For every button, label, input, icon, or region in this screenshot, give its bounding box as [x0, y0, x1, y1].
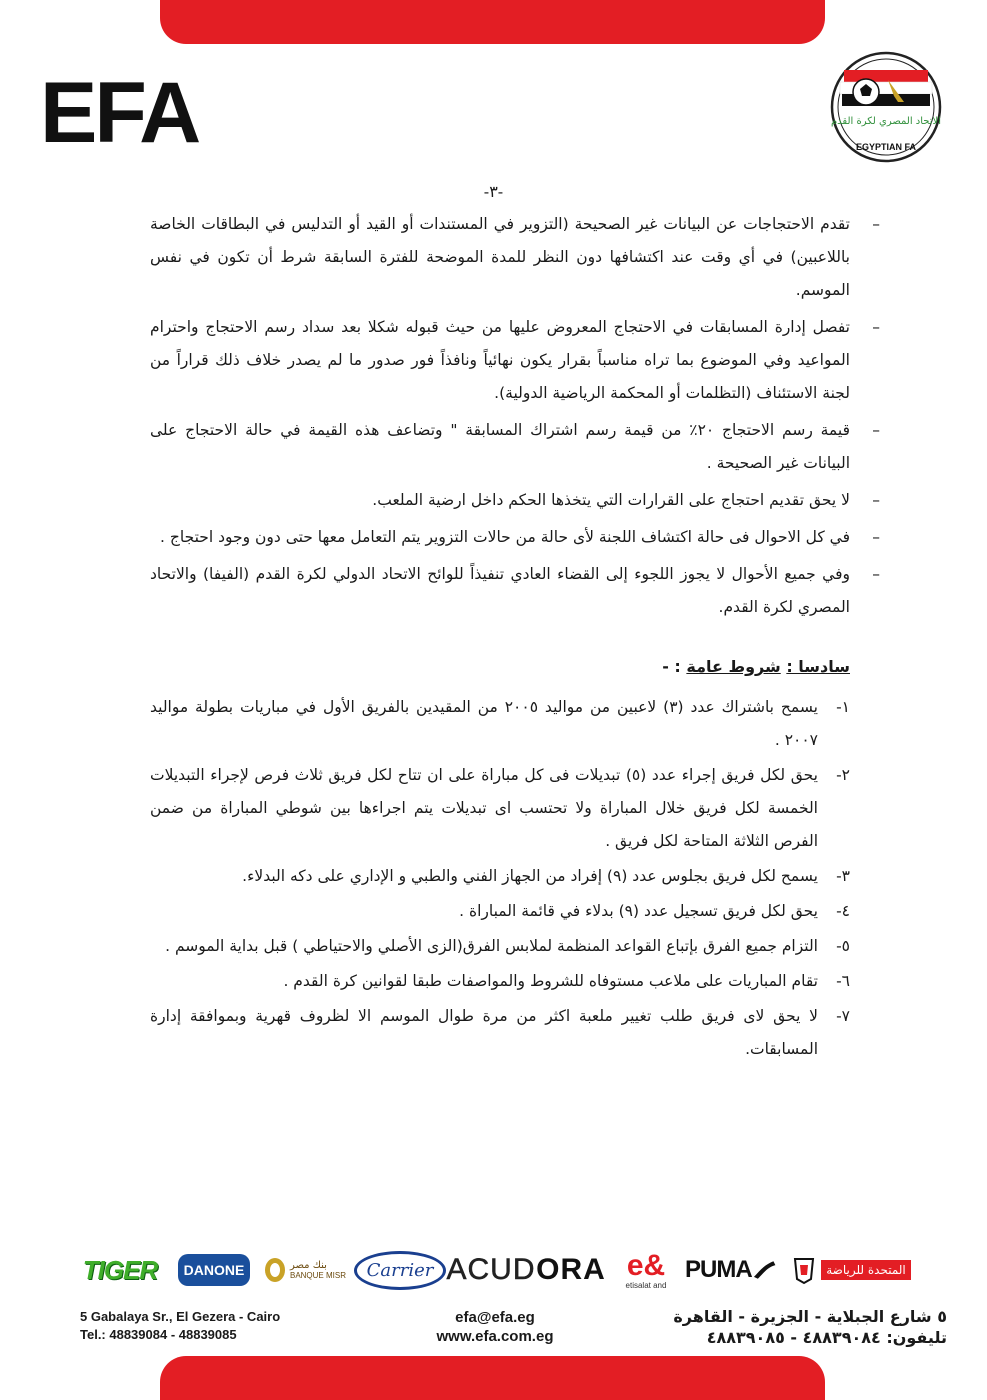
united-sports-logo: [782, 1240, 920, 1300]
etisalat-logo: [610, 1240, 682, 1300]
bullet-item: – وفي جميع الأحوال لا يجوز اللجوء إلى القضاء العادي تنفيذاً للوائح الاتحاد الدولي لكرة القدم (الفيفا) والاتحاد المصري لكرة القدم.: [150, 558, 880, 624]
bullet-item: – تفصل إدارة المسابقات في الاحتجاج المعروض عليها من حيث قبوله شكلا بعد سداد رسم الاحتجاج واحترام المواعيد وفي الموضوع بما تراه مناسباً بقرار يكون نهائياً ونافذاً فور صدور ما لم يصدر خلاف ذلك قراراً من لجنة الاستئناف (التظلمات أو المحكمة الرياضية الدولية).: [150, 311, 880, 410]
sponsor-strip: [70, 1240, 920, 1300]
puma-logo: [685, 1240, 777, 1300]
united-emblem-icon: [791, 1255, 817, 1285]
footer-email[interactable]: efa@efa.eg: [455, 1309, 535, 1326]
condition-number: ٤-: [836, 902, 850, 920]
section-title-main: شروط عامة: [686, 657, 781, 676]
tiger-logo-text: TIGER: [82, 1254, 158, 1285]
bullet-item: – قيمة رسم الاحتجاج ٢٠٪ من قيمة رسم اشتراك المسابقة " وتضاعف هذه القيمة في حالة الاحتجاج على البيانات غير الصحيحة .: [150, 414, 880, 480]
condition-number: ٧-: [836, 1007, 850, 1025]
banque-misr-logo: [260, 1240, 350, 1300]
danone-logo: [175, 1240, 253, 1300]
acud-logo-text: ACUD: [446, 1253, 536, 1286]
header-red-bar: [160, 0, 825, 44]
footer-english-contact: [80, 1308, 280, 1344]
footer-tel-en: Tel.: 48839084 - 48839085: [80, 1327, 237, 1342]
condition-text: يحق لكل فريق تسجيل عدد (٩) بدلاء في قائمة المباراة .: [459, 902, 818, 920]
condition-text: يسمح باشتراك عدد (٣) لاعبين من مواليد ٢٠٠٥ من المقيدين بالفريق الأول في مباريات بطولة مواليد ٢٠٠٧ .: [150, 698, 818, 749]
footer-tel-ar: تليفون: ٤٨٨٣٩٠٨٤ - ٤٨٨٣٩٠٨٥: [706, 1328, 947, 1347]
condition-number: ٦-: [836, 972, 850, 990]
footer-red-bar: [160, 1356, 825, 1400]
acud-logo: [446, 1240, 536, 1300]
footer-address-en: 5 Gabalaya Sr., El Gezera - Cairo: [80, 1309, 281, 1324]
carrier-logo: [355, 1240, 445, 1300]
document-body: [150, 208, 880, 1068]
egyptian-fa-crest: [826, 50, 946, 165]
condition-number: ٥-: [836, 937, 850, 955]
bullet-item: – في كل الاحوال فى حالة اكتشاف اللجنة لأى حالة من حالات التزوير يتم التعامل معها حتى دون وجود احتجاج .: [150, 521, 880, 554]
efa-logo: EFA: [40, 65, 199, 161]
bullet-item: – تقدم الاحتجاجات عن البيانات غير الصحيحة (التزوير في المستندات أو القيد أو التدليس في البطاقات الخاصة باللاعبين) في أي وقت عند اكتشافها دون النظر للمدة الموضحة للفترة السابقة شرط أن تكون في نفس الموسم.: [150, 208, 880, 307]
puma-logo-text: PUMA: [685, 1256, 752, 1283]
section-title-suffix: : -: [662, 657, 681, 676]
banque-misr-emblem-icon: [264, 1257, 286, 1283]
footer-website[interactable]: www.efa.com.eg: [436, 1328, 554, 1345]
ora-logo-text: ORA: [536, 1253, 606, 1286]
tiger-logo: [70, 1240, 170, 1300]
puma-cat-icon: [752, 1257, 777, 1283]
banque-misr-text: BANQUE MISR: [289, 1271, 346, 1280]
crest-arabic-text: الاتحاد المصري لكرة القدم: [830, 116, 942, 127]
danone-logo-text: DANONE: [178, 1254, 251, 1286]
condition-text: لا يحق لاى فريق طلب تغيير ملعبة اكثر من مرة طوال الموسم الا لظروف قهرية وبموافقة إدارة المسابقات.: [150, 1007, 818, 1058]
etisalat-logo-text: etisalat and: [625, 1280, 667, 1290]
condition-item: [150, 930, 880, 963]
condition-number: ٣-: [836, 867, 850, 885]
footer-address-ar: ٥ شارع الجبلاية - الجزيرة - القاهرة: [673, 1307, 947, 1326]
condition-item: [150, 1000, 880, 1066]
bullet-item: – لا يحق تقديم احتجاج على القرارات التي يتخذها الحكم داخل ارضية الملعب.: [150, 484, 880, 517]
condition-number: ١-: [836, 698, 850, 716]
condition-text: يسمح لكل فريق بجلوس عدد (٩) إفراد من الجهاز الفني والطبي و الإداري على دكه البدلاء.: [242, 867, 818, 885]
condition-item: [150, 691, 880, 757]
condition-item: [150, 895, 880, 928]
carrier-logo-text: Carrier: [354, 1251, 447, 1290]
condition-item: [150, 860, 880, 893]
section-title-prefix: سادسا :: [786, 657, 850, 676]
united-logo-text: المتحدة للرياضة: [821, 1260, 911, 1280]
etisalat-mark-icon: e&: [626, 1248, 666, 1282]
footer-web-contact: [380, 1308, 610, 1346]
footer-arabic-contact: [673, 1306, 947, 1348]
condition-text: تقام المباريات على ملاعب مستوفاه للشروط والمواصفات طبقا لقوانين كرة القدم .: [283, 972, 818, 990]
condition-item: [150, 759, 880, 858]
condition-text: التزام جميع الفرق بإتباع القواعد المنظمة لملابس الفرق(الزى الأصلي والاحتياطي ) قبل بداية الموسم .: [165, 937, 818, 955]
condition-number: ٢-: [836, 766, 850, 784]
section-title: [150, 650, 880, 683]
banque-misr-arabic: بنك مصر: [289, 1260, 327, 1271]
condition-text: يحق لكل فريق إجراء عدد (٥) تبديلات فى كل مباراة على ان تتاح لكل فريق ثلاث فرص لإجراء التبديلات الخمسة لكل فريق خلال المباراة ولا تحتسب اى تبديلات يتم اجراءها بين شوطي المباراة من ضمن الفرص الثلاثة المتاحة لكل فريق .: [150, 766, 818, 850]
crest-english-text: EGYPTIAN FA: [855, 142, 917, 152]
ora-logo: [535, 1240, 607, 1300]
condition-item: [150, 965, 880, 998]
page-number: -٣-: [483, 182, 504, 201]
